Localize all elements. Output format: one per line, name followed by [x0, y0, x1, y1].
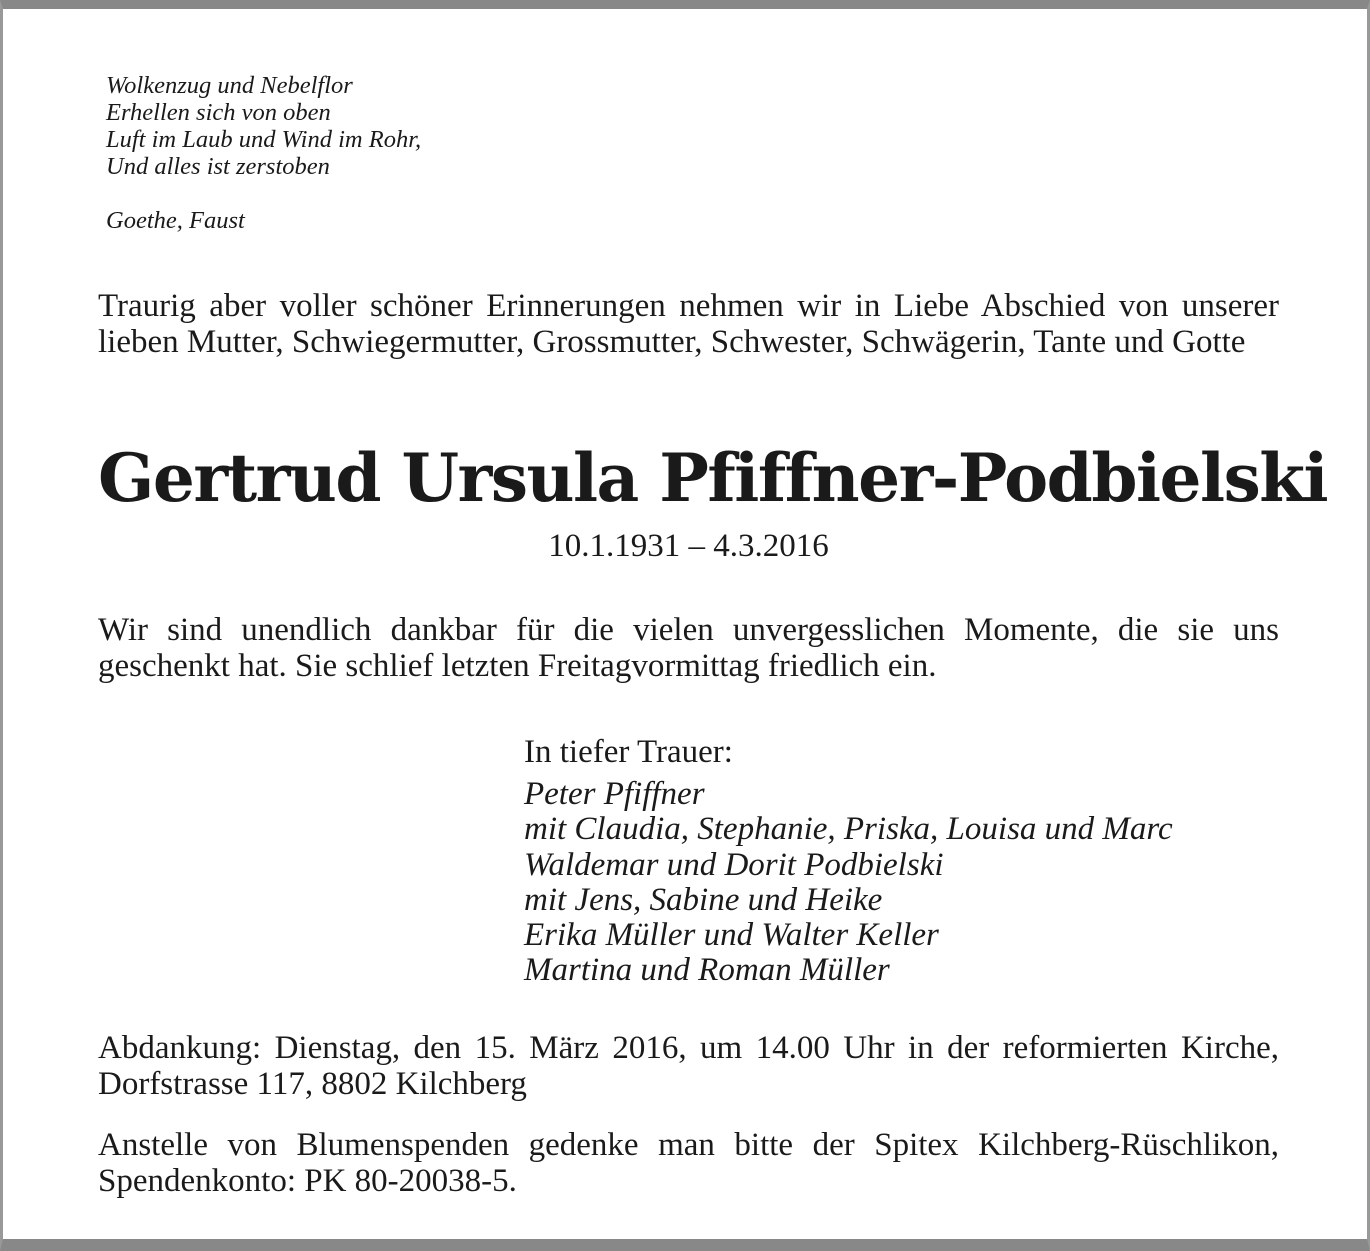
mourner-line: Erika Müller und Walter Keller: [524, 917, 939, 954]
mourner-line: Waldemar und Dorit Podbielski: [524, 846, 944, 883]
poem-line: Wolkenzug und Nebelflor: [106, 72, 353, 99]
poem-line: Luft im Laub und Wind im Rohr,: [106, 126, 422, 153]
poem-line: Und alles ist zerstoben: [106, 153, 330, 180]
mourner-line: Martina und Roman Müller: [524, 952, 890, 989]
intro-paragraph: Traurig aber voller schöner Erinnerungen nehmen wir in Liebe Abschied von unserer lieben Mutter, Schwiegermutter, Grossmutter, Schwester, Schwägerin, Tante und Gotte: [98, 288, 1279, 360]
thanks-paragraph: Wir sind unendlich dankbar für die vielen unvergesslichen Momente, die sie uns geschenkt hat. Sie schlief letzten Freitagvormittag friedlich ein.: [98, 612, 1279, 684]
poem-line: Erhellen sich von oben: [106, 99, 331, 126]
mourners-list: [524, 777, 1284, 989]
poem-attribution: Goethe, Faust: [106, 207, 245, 234]
life-dates: 10.1.1931 – 4.3.2016: [548, 528, 829, 564]
donation-info: Anstelle von Blumenspenden gedenke man bitte der Spitex Kilchberg-Rüschlikon, Spendenkonto: PK 80-20038-5.: [98, 1127, 1279, 1199]
mourner-line: mit Jens, Sabine und Heike: [524, 881, 883, 918]
mourner-line: Peter Pfiffner: [524, 776, 705, 812]
deceased-name: Gertrud Ursula Pfiffner-Podbielski: [98, 439, 1328, 517]
funeral-service-info: Abdankung: Dienstag, den 15. März 2016, um 14.00 Uhr in der reformierten Kirche, Dorfstrasse 117, 8802 Kilchberg: [98, 1030, 1279, 1102]
mourning-heading: In tiefer Trauer:: [524, 734, 733, 770]
mourner-line: mit Claudia, Stephanie, Priska, Louisa und Marc: [524, 811, 1173, 848]
poem: [106, 72, 706, 180]
